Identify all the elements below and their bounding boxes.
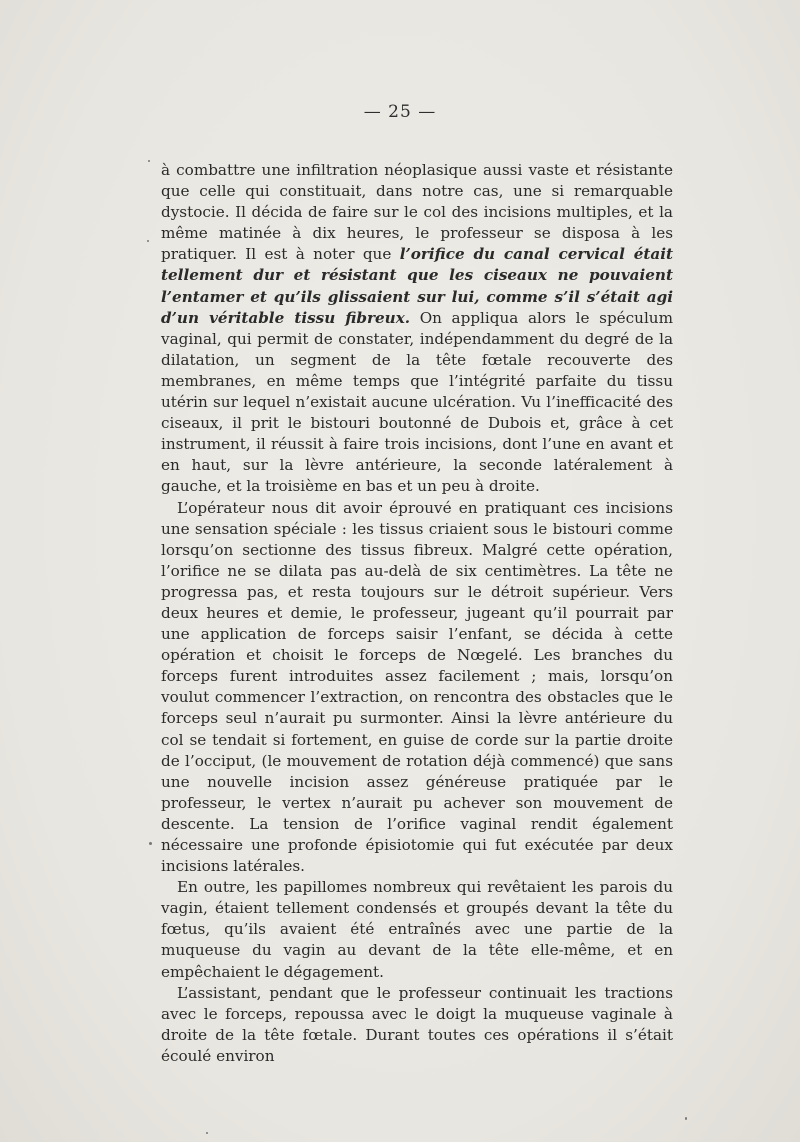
paragraph: [161, 877, 673, 982]
paragraph: [161, 983, 673, 1067]
text-segment: à combattre une infiltration néoplasique aussi vaste et résistante que celle qui constituait, dans notre cas, une si remarquable dystocie. Il décida de faire sur le col des incisions multiples, et la même matinée à dix heures, le professeur se disposa à les pratiquer. Il est à noter que: [161, 161, 673, 264]
paper-speck: [147, 240, 149, 242]
paper-speck: [149, 842, 152, 845]
paper-speck: [148, 160, 150, 162]
paragraph: [161, 498, 673, 878]
body-text: [161, 160, 673, 1067]
page-number: — 25 —: [363, 102, 437, 122]
paper-speck: [206, 1132, 208, 1134]
paragraph: [161, 160, 673, 498]
text-segment: En outre, les papillomes nombreux qui revêtaient les parois du vagin, étaient tellement condensés et groupés devant la tête du fœtus, qu’ils avaient été entraînés avec une partie de la muqueuse du vagin au devant de la tête elle-même, et en empêchaient le dégagement.: [161, 878, 673, 981]
paper-speck: [685, 1117, 687, 1120]
text-segment: On appliqua alors le spéculum vaginal, qui permit de constater, indépendamment du degré de la dilatation, un segment de la tête fœtale recouverte des membranes, en même temps que l’intégrité parfaite du tissu utérin sur lequel n’existait aucune ulcération. Vu l’inefficacité des ciseaux, il prit le bistouri boutonné de Dubois et, grâce à cet instrument, il réussit à faire trois incisions, dont l’une en avant et en haut, sur la lèvre antérieure, la seconde latéralement à gauche, et la troisième en bas et un peu à droite.: [161, 308, 673, 496]
emphasized-text: l’orifice du canal cervical était tellement dur et résistant que les ciseaux ne pouvaient l’entamer et qu’ils glissaient sur lui, comme s’il s’était agi d’un véritable tissu fibreux.: [161, 245, 674, 327]
text-segment: L’opérateur nous dit avoir éprouvé en pratiquant ces incisions une sensation spéciale : les tissus criaient sous le bistouri comme lorsqu’on sectionne des tissus fibreux. Malgré cette opération, l’orifice ne se dilata pas au-delà de six centimètres. La tête ne progressa pas, et resta toujours sur le détroit supérieur. Vers deux heures et demie, le professeur, jugeant qu’il pourrait par une application de forceps saisir l’enfant, se décida à cette opération et choisit le forceps de Nœgelé. Les branches du forceps furent introduites assez facilement ; mais, lorsqu’on voulut commencer l’extraction, on rencontra des obstacles que le forceps seul n’aurait pu surmonter. Ainsi la lèvre antérieure du col se tendait si fortement, en guise de corde sur la partie droite de l’occiput, (le mouvement de rotation déjà commencé) que sans une nouvelle incision assez généreuse pratiquée par le professeur, le vertex n’aurait pu achever son mouvement de descente. La tension de l’orifice vaginal rendit également nécessaire une profonde épisiotomie qui fut exécutée par deux incisions latérales.: [161, 498, 673, 876]
text-segment: L’assistant, pendant que le professeur continuait les tractions avec le forceps, repoussa avec le doigt la muqueuse vaginale à droite de la tête fœtale. Durant toutes ces opérations il s’était écoulé environ: [161, 983, 673, 1065]
